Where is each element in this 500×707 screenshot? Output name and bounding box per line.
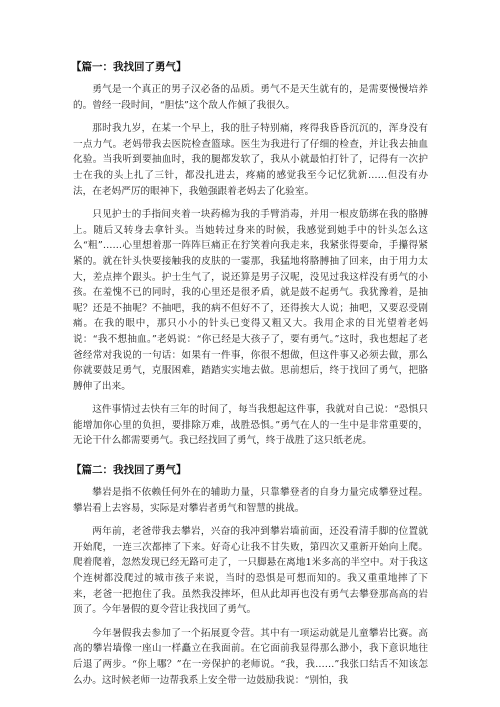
section-1-paragraph-4: 这件事情过去快有三年的时间了，每当我想起这件事，我就对自己说：“恐惧只能增加你心里的负担，要排除万难，战胜恐惧。”勇气在人的一生中是非常重要的，无论干什么都需要勇气。我已经找回了勇气，终于战胜了这只纸老虎。: [73, 404, 428, 447]
section-2-paragraph-1: 攀岩是指不依赖任何外在的辅助力量，只靠攀登者的自身力量完成攀登过程。攀岩看上去容易，实际是对攀岩者勇气和智慧的挑战。: [73, 487, 428, 514]
section-2-title: 【篇二：我找回了勇气】: [71, 464, 187, 477]
document-page: [73, 60, 428, 696]
section-2-paragraph-2: 两年前，老爸带我去攀岩，兴奋的我冲到攀岩墙前面，还没看清手脚的位置就开始爬，一连三次都摔了下来。好奇心让我不甘失败，第四次又重新开始向上爬。爬着爬着，忽然发现已经无路可走了，一只脚悬在离地1米多高的半空中。对于我这个连树都没爬过的城市孩子来说，当时的恐惧是可想而知的。我又重重地摔了下来，老爸一把抱住了我。虽然我没摔坏，但从此却再也没有勇气去攀登那高高的岩顶了。今年暑假的夏令营让我找回了勇气。: [73, 526, 428, 616]
section-1-paragraph-2: 那时我九岁，在某一个早上，我的肚子特别痛，疼得我昏昏沉沉的，浑身没有一点力气。老妈带我去医院检查篮球。医生为我进行了仔细的检查，并让我去抽血化验。当我听到要抽血时，我的腿都发软了，我从小就最怕打针了，记得有一次护士在我的头上扎了三针，都没扎进去，疼痛的感觉我至今记忆犹新……但没有办法，在老妈严厉的眼神下，我勉强跟着老妈去了化验室。: [73, 123, 428, 197]
section-1-title: 【篇一：我找回了勇气】: [71, 61, 187, 73]
section-1-paragraph-3: 只见护士的手指间夹着一块药棉为我的手臂消毒，并用一根皮筋绑在我的胳膊上。随后又转身去拿针头。当她转过身来的时候，我感觉到她手中的针头怎么这么“粗”……心里想着那一阵阵巨痛正在狞笑着向我走来，我紧张得要命，手攥得紧紧的。就在针头快要接触我的皮肤的一霎那，我猛地将胳膊抽了回来，由于用力太大，差点摔个跟头。护士生气了，说还算是男子汉呢，没见过我这样没有勇气的小孩。在羞愧不已的同时，我的心里还是很矛盾，就是鼓不起勇气。我犹豫着，是抽呢？还是不抽呢？不抽吧，我的病不但好不了，还得挨大人说；抽吧，又要忍受剧痛。在我的眼中，那只小小的针头已变得又粗又大。我用企求的目光望着老妈说：“我不想抽血。”老妈说：“你已经是大孩子了，要有勇气。”这时，我也想起了老爸经常对我说的一句话：如果有一件事，你很不想做，但这件事又必须去做，那么你就要鼓足勇气，克服困难，踏踏实实地去做。思前想后，终于找回了勇气，把胳膊伸了出来。: [73, 209, 428, 392]
section-1-paragraph-1: 勇气是一个真正的男子汉必备的品质。勇气不是天生就有的，是需要慢慢培养的。曾经一段时间，“胆怯”这个敌人作倾了我很久。: [73, 84, 428, 111]
section-2-paragraph-3: 今年暑假我去参加了一个拓展夏令营。其中有一项运动就是儿童攀岩比赛。高高的攀岩墙像一座山一样矗立在我面前。在它面前我显得那么渺小，我下意识地往后退了两步。“你上哪？”在一旁保护的老师说。“我，我……”我张口结舌不知该怎么办。这时候老师一边帮我系上安全带一边鼓励我说：“别怕，我: [73, 627, 428, 686]
